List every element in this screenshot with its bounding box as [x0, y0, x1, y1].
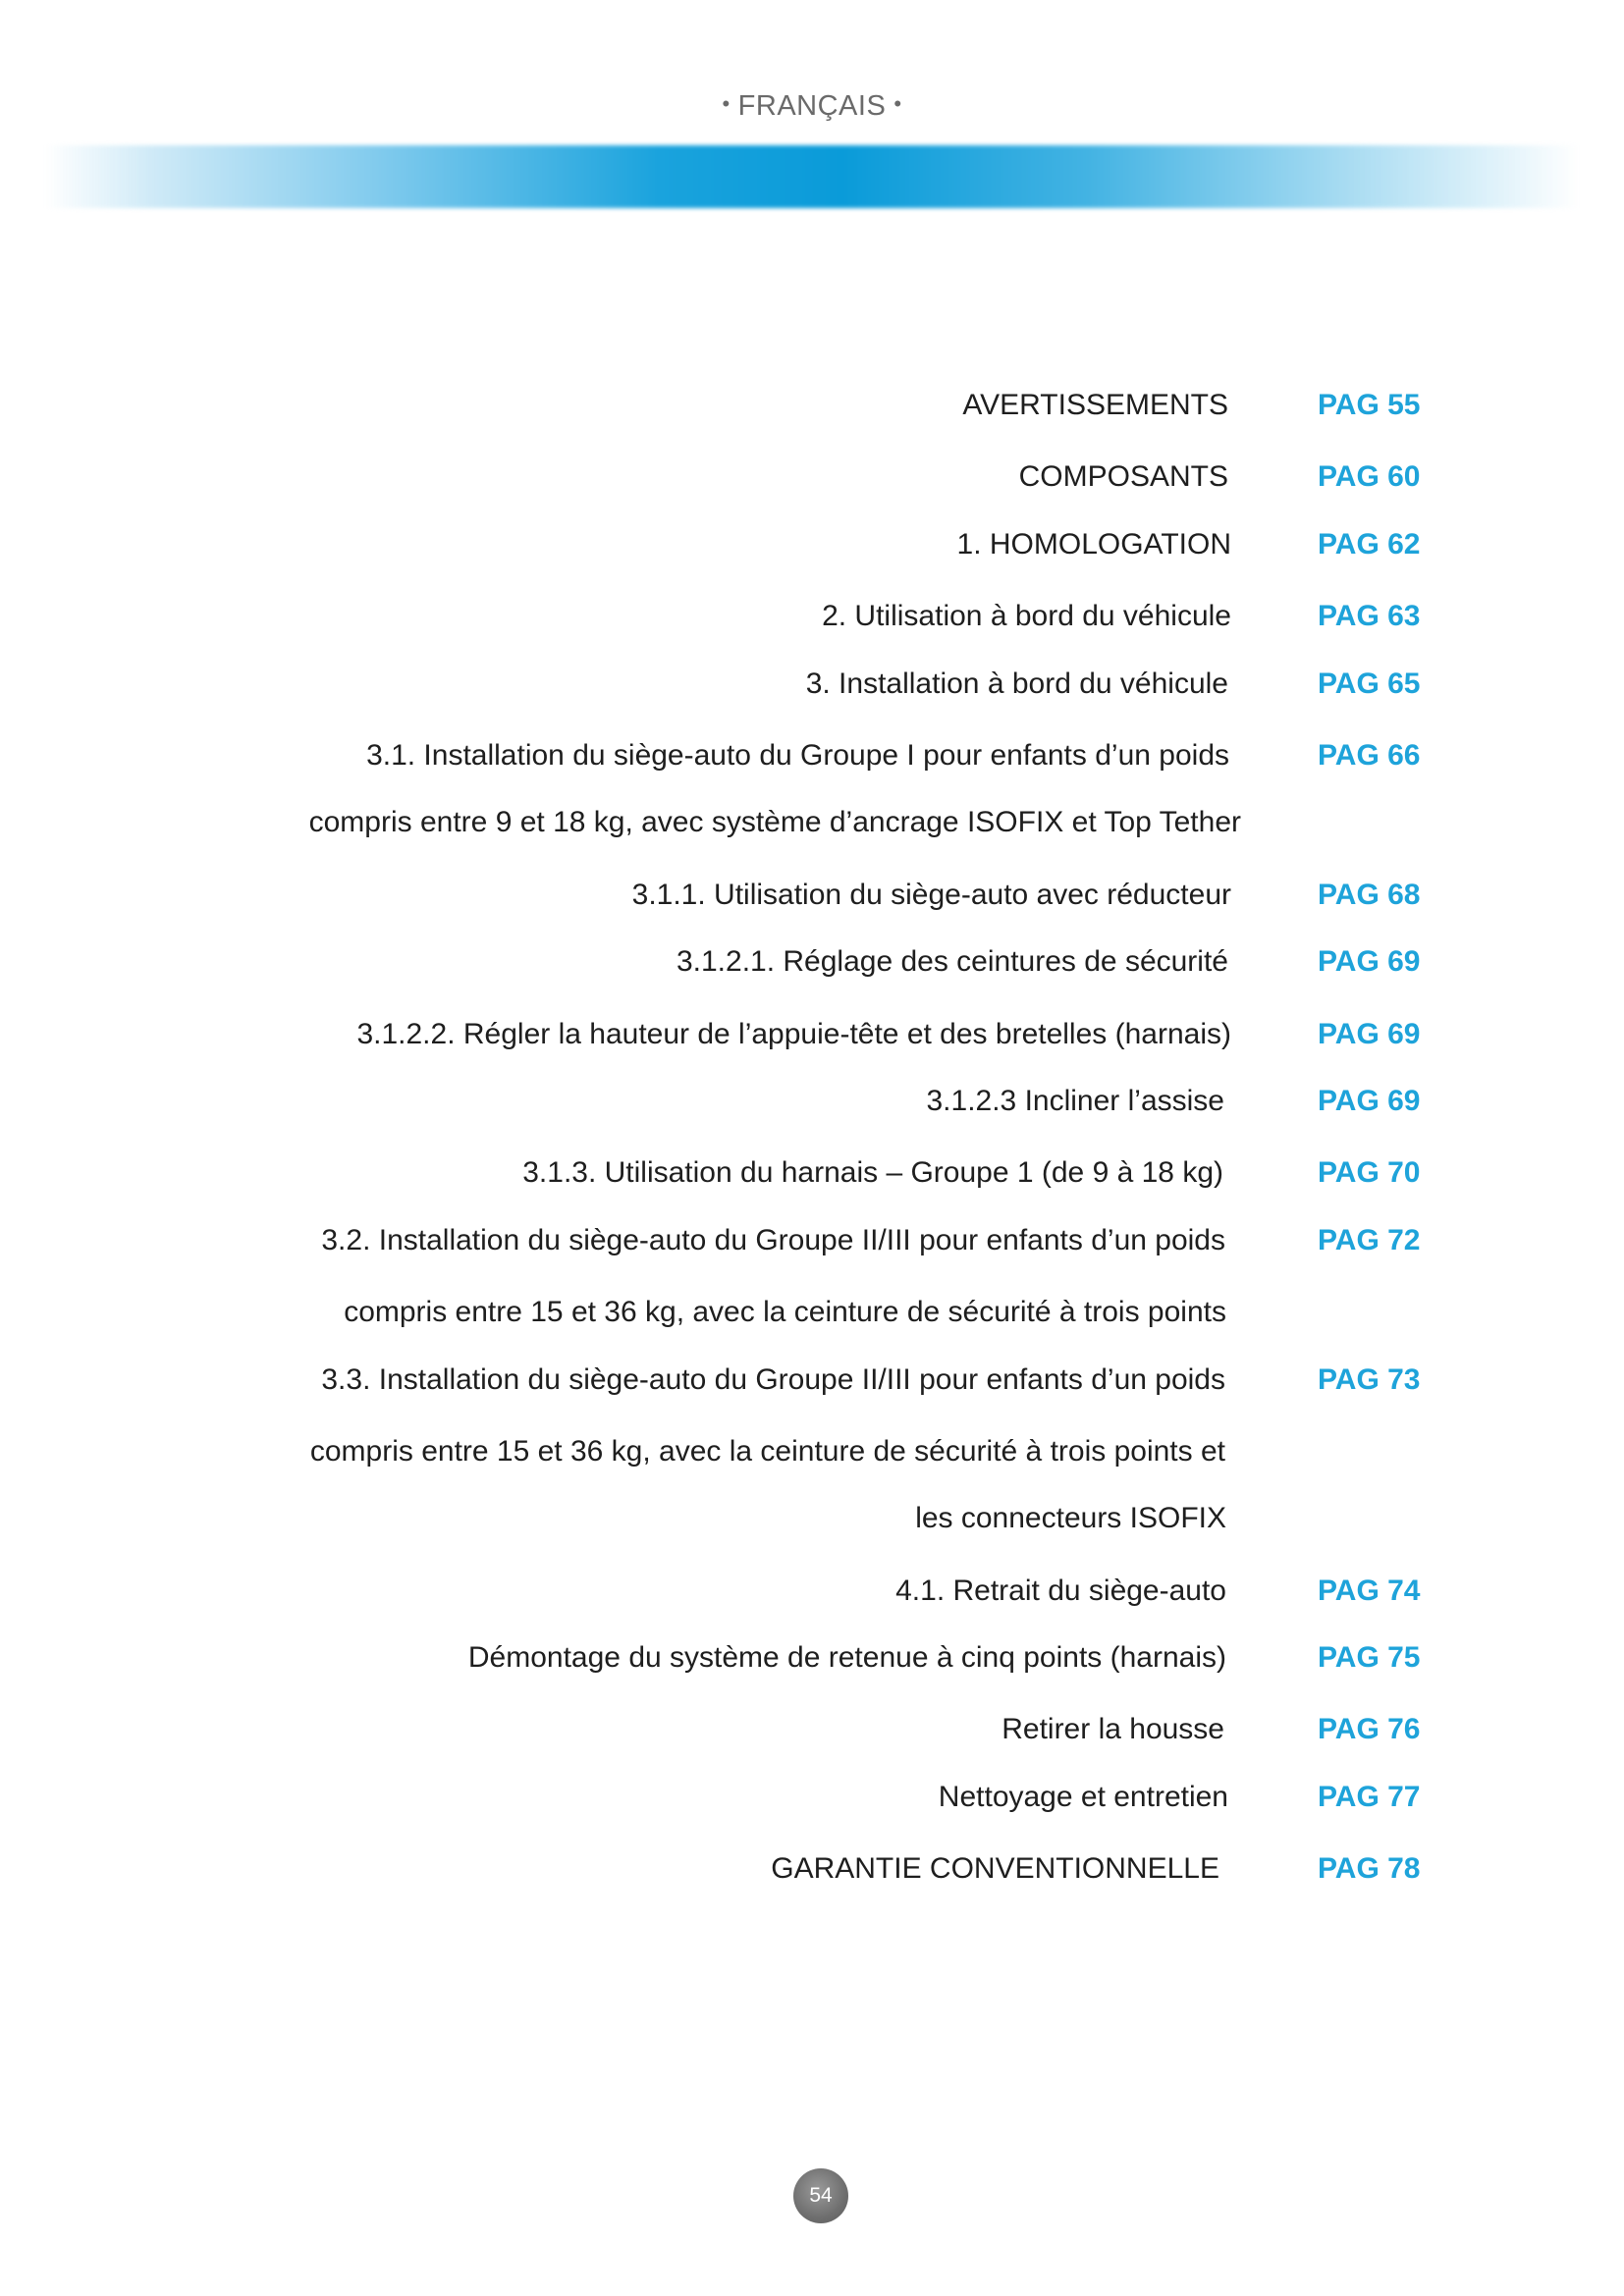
toc-entry-title: 3.1. Installation du siège-auto du Groupe I pour enfants d’un poids — [366, 739, 1229, 772]
toc-entry[interactable] — [0, 1150, 1624, 1196]
toc-entry-page: PAG 69 — [1318, 1018, 1421, 1050]
bullet-left: • — [722, 91, 731, 117]
toc-entry[interactable] — [0, 594, 1624, 639]
toc-entry-page: PAG 73 — [1318, 1363, 1421, 1396]
toc-entry-title: 2. Utilisation à bord du véhicule — [822, 600, 1231, 632]
toc-entry-page: PAG 75 — [1318, 1641, 1421, 1674]
toc-entry-title: Nettoyage et entretien — [938, 1781, 1228, 1813]
toc-entry-continuation — [0, 800, 1624, 845]
toc-entry[interactable] — [0, 1846, 1624, 1892]
toc-entry-page: PAG 63 — [1318, 600, 1421, 632]
toc-entry-title: compris entre 15 et 36 kg, avec la ceinture de sécurité à trois points et — [309, 1435, 1225, 1468]
toc-entry[interactable] — [0, 522, 1624, 567]
toc-entry-page: PAG 55 — [1318, 389, 1421, 421]
toc-entry[interactable] — [0, 1218, 1624, 1263]
toc-entry[interactable] — [0, 383, 1624, 428]
toc-entry-title: 3.1.3. Utilisation du harnais – Groupe 1 (de 9 à 18 kg) — [522, 1156, 1223, 1189]
toc-entry[interactable] — [0, 1012, 1624, 1057]
toc-entry-title: GARANTIE CONVENTIONNELLE — [771, 1852, 1219, 1885]
toc-entry[interactable] — [0, 1707, 1624, 1752]
toc-entry-page: PAG 70 — [1318, 1156, 1421, 1189]
toc-entry-page: PAG 66 — [1318, 739, 1421, 772]
toc-entry-title: 3.1.2.2. Régler la hauteur de l’appuie-tête et des bretelles (harnais) — [356, 1018, 1231, 1050]
toc-entry-page: PAG 65 — [1318, 667, 1421, 700]
toc-entry[interactable] — [0, 454, 1624, 500]
toc-entry-page: PAG 68 — [1318, 879, 1421, 911]
toc-entry-page: PAG 77 — [1318, 1781, 1421, 1813]
toc-entry-continuation — [0, 1290, 1624, 1335]
toc-entry[interactable] — [0, 662, 1624, 707]
toc-entry-title: 1. HOMOLOGATION — [956, 528, 1231, 561]
toc-entry-page: PAG 74 — [1318, 1575, 1421, 1607]
toc-entry-page: PAG 69 — [1318, 945, 1421, 978]
toc-entry[interactable] — [0, 1079, 1624, 1124]
toc-entry-page: PAG 62 — [1318, 528, 1421, 561]
toc-entry-page: PAG 69 — [1318, 1085, 1421, 1117]
toc-entry-title: Démontage du système de retenue à cinq points (harnais) — [467, 1641, 1226, 1674]
bullet-right: • — [893, 91, 902, 117]
toc-entry-title: 3. Installation à bord du véhicule — [805, 667, 1228, 700]
toc-entry-page: PAG 78 — [1318, 1852, 1421, 1885]
toc-entry-title: 3.2. Installation du siège-auto du Groupe II/III pour enfants d’un poids — [321, 1224, 1225, 1256]
page-number-badge: 54 — [793, 2168, 848, 2223]
toc-entry[interactable] — [0, 1358, 1624, 1403]
toc-entry[interactable] — [0, 733, 1624, 778]
toc-entry[interactable] — [0, 1775, 1624, 1820]
toc-entry-title: 3.1.2.3 Incliner l’assise — [926, 1085, 1224, 1117]
toc-entry[interactable] — [0, 873, 1624, 918]
toc-entry-title: compris entre 9 et 18 kg, avec système d’ancrage ISOFIX et Top Tether — [308, 806, 1241, 838]
toc-entry-page: PAG 76 — [1318, 1713, 1421, 1745]
toc-entry-continuation — [0, 1496, 1624, 1541]
toc-entry-title: Retirer la housse — [1001, 1713, 1224, 1745]
toc-entry-title: les connecteurs ISOFIX — [915, 1502, 1226, 1534]
toc-entry-title: 3.1.1. Utilisation du siège-auto avec réducteur — [631, 879, 1231, 911]
language-label: FRANÇAIS — [737, 90, 887, 122]
toc-entry[interactable] — [0, 1635, 1624, 1681]
toc-entry[interactable] — [0, 1569, 1624, 1614]
toc-entry-title: AVERTISSEMENTS — [962, 389, 1228, 421]
toc-entry-title: 3.3. Installation du siège-auto du Groupe II/III pour enfants d’un poids — [321, 1363, 1225, 1396]
toc-entry-title: 3.1.2.1. Réglage des ceintures de sécurité — [676, 945, 1228, 978]
toc-entry-page: PAG 60 — [1318, 460, 1421, 493]
toc-entry[interactable] — [0, 939, 1624, 985]
toc-entry-title: COMPOSANTS — [1018, 460, 1228, 493]
toc-entry-page: PAG 72 — [1318, 1224, 1421, 1256]
toc-entry-continuation — [0, 1429, 1624, 1474]
toc-entry-title: compris entre 15 et 36 kg, avec la ceinture de sécurité à trois points — [344, 1296, 1226, 1328]
toc-entry-title: 4.1. Retrait du siège-auto — [895, 1575, 1226, 1607]
